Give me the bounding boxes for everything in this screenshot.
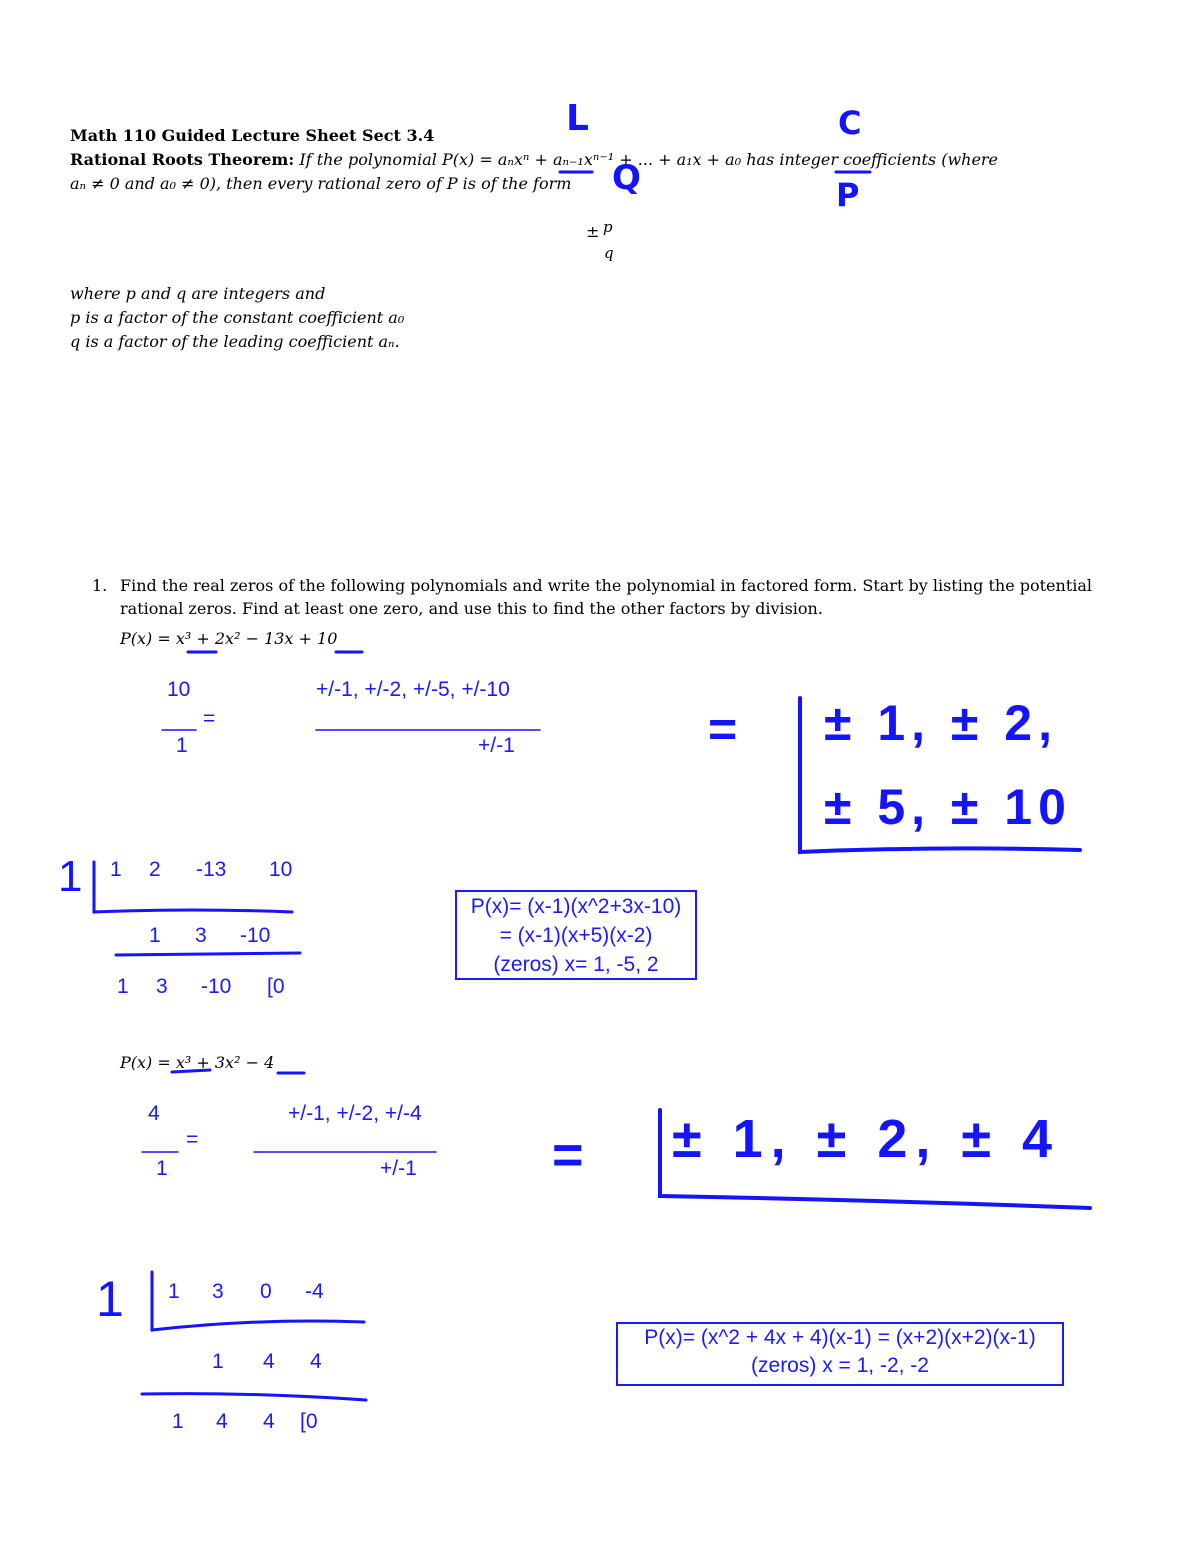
- ratio-a-list-denominator: +/-1: [478, 734, 515, 757]
- form-pm: ±: [586, 222, 600, 241]
- synth-a-r1-c2: 2: [149, 858, 161, 881]
- handwritten-L: L: [566, 98, 589, 139]
- synth-a-r3-c3: -10: [201, 975, 232, 998]
- where-line-2: p is a factor of the constant coefficient a₀: [70, 308, 405, 327]
- ratio-a-numerator: 10: [167, 678, 191, 701]
- synth-b-r3-c3: 4: [263, 1410, 275, 1433]
- synth-b-r2-c1: 1: [212, 1350, 224, 1373]
- synth-a-r2-c2: 3: [195, 924, 207, 947]
- synth-a-r3-c4: [0: [267, 975, 285, 998]
- form-numerator: p: [603, 218, 613, 236]
- synth-a-r3-c1: 1: [117, 975, 129, 998]
- handwritten-Q: Q: [612, 158, 641, 198]
- synth-b-r1-c3: 0: [260, 1280, 272, 1303]
- synth-b-r2-c3: 4: [310, 1350, 322, 1373]
- hand-list-b-equals: =: [552, 1125, 584, 1185]
- polynomial-a: P(x) = x³ + 2x² − 13x + 10: [120, 629, 338, 648]
- where-line-3: q is a factor of the leading coefficient aₙ.: [70, 332, 400, 351]
- synth-b-r1-c4: -4: [305, 1280, 324, 1303]
- result-a-line-3: (zeros) x= 1, -5, 2: [493, 953, 659, 976]
- synth-b-r2-c2: 4: [263, 1350, 275, 1373]
- synth-b-r3-c1: 1: [172, 1410, 184, 1433]
- problem-number: 1.: [92, 576, 108, 595]
- synth-a-r1-c1: 1: [110, 858, 122, 881]
- hand-list-b-line-1: ± 1, ± 2, ± 4: [672, 1109, 1061, 1169]
- synth-b-root: 1: [96, 1271, 124, 1327]
- ratio-b-equals: =: [186, 1128, 199, 1151]
- form-denominator: q: [604, 244, 614, 262]
- result-b-line-1: P(x)= (x^2 + 4x + 4)(x-1) = (x+2)(x+2)(x-1): [644, 1326, 1036, 1349]
- where-line-1: where p and q are integers and: [70, 284, 326, 303]
- theorem-text-1: If the polynomial P(x) = aₙxⁿ + aₙ₋₁xⁿ⁻¹ + ... + a₁x + a₀ has integer coefficients (where: [299, 150, 999, 169]
- ratio-b-list-denominator: +/-1: [380, 1157, 417, 1180]
- hand-list-a-equals: =: [708, 701, 738, 757]
- synth-b-r3-c2: 4: [216, 1410, 228, 1433]
- synth-b-bracket: [152, 1272, 364, 1330]
- synth-b-sum-line: [142, 1394, 366, 1400]
- hand-list-a-line-2: ± 5, ± 10: [824, 779, 1072, 835]
- result-box-a: [455, 890, 697, 980]
- result-a-line-2: = (x-1)(x+5)(x-2): [499, 924, 653, 947]
- synth-a-r2-c3: -10: [240, 924, 271, 947]
- ratio-a-denominator: 1: [176, 734, 188, 757]
- ratio-b-list-numerator: +/-1, +/-2, +/-4: [288, 1102, 422, 1125]
- synth-a-r3-c2: 3: [156, 975, 168, 998]
- ratio-b-numerator: 4: [148, 1102, 160, 1125]
- handwritten-P: P: [836, 176, 860, 214]
- ratio-a-equals: =: [203, 707, 216, 730]
- hand-list-a-line-1: ± 1, ± 2,: [824, 695, 1058, 751]
- synth-b-r1-c1: 1: [168, 1280, 180, 1303]
- synth-a-r2-c1: 1: [149, 924, 161, 947]
- theorem-line-2: aₙ ≠ 0 and a₀ ≠ 0), then every rational zero of P is of the form: [70, 174, 572, 193]
- result-box-b: [616, 1322, 1064, 1386]
- ratio-a-list-numerator: +/-1, +/-2, +/-5, +/-10: [316, 678, 510, 701]
- synth-b-r3-c4: [0: [300, 1410, 318, 1433]
- handwritten-C: C: [838, 104, 862, 142]
- polynomial-b: P(x) = x³ + 3x² − 4: [120, 1053, 275, 1072]
- result-a-line-1: P(x)= (x-1)(x^2+3x-10): [470, 895, 682, 918]
- synth-a-root: 1: [58, 852, 83, 901]
- page-title: Math 110 Guided Lecture Sheet Sect 3.4: [70, 126, 435, 145]
- synth-a-r1-c3: -13: [196, 858, 227, 881]
- synth-b-r1-c2: 3: [212, 1280, 224, 1303]
- problem-instructions-1: Find the real zeros of the following polynomials and write the polynomial in factored form. Start by listing the potential: [120, 576, 1093, 595]
- problem-instructions-2: rational zeros. Find at least one zero, and use this to find the other factors by division.: [120, 599, 823, 618]
- ratio-b-denominator: 1: [156, 1157, 168, 1180]
- synth-a-bracket: [94, 862, 292, 912]
- result-b-line-2: (zeros) x = 1, -2, -2: [751, 1354, 929, 1377]
- theorem-name: Rational Roots Theorem:: [70, 150, 295, 169]
- theorem-line-1: [70, 150, 998, 169]
- synth-a-r1-c4: 10: [269, 858, 293, 881]
- synth-a-sum-line: [116, 953, 300, 955]
